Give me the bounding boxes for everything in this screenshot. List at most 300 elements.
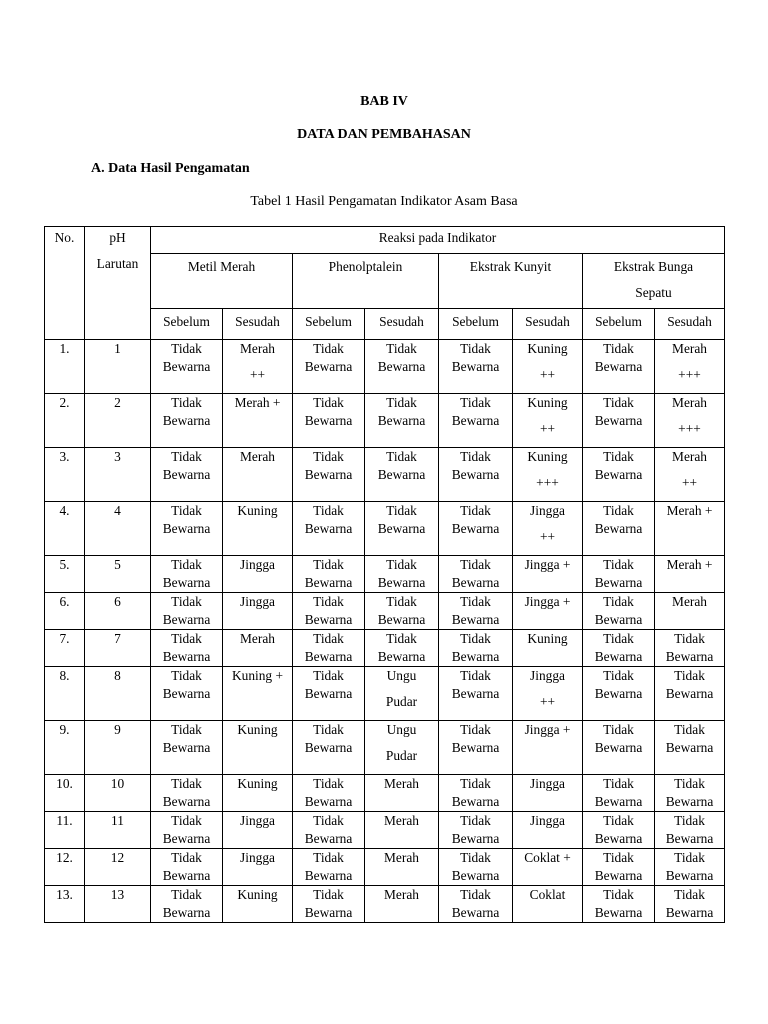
- cell-text: Tidak: [603, 850, 634, 865]
- cell-text: Coklat: [529, 887, 566, 902]
- cell-text: Bewarna: [377, 359, 426, 374]
- cell-before: [439, 886, 513, 923]
- cell-ph: 13: [85, 886, 151, 923]
- cell-after: [223, 775, 293, 812]
- cell-text: Bewarna: [377, 521, 426, 536]
- cell-before: [151, 667, 223, 721]
- cell-text: Bewarna: [304, 686, 353, 701]
- cell-text: Tidak: [386, 594, 417, 609]
- cell-after: [655, 630, 725, 667]
- cell-after: [513, 812, 583, 849]
- cell-text: Bewarna: [451, 359, 500, 374]
- cell-text: Bewarna: [665, 740, 714, 755]
- header-reaction-label: Reaksi pada Indikator: [378, 230, 497, 245]
- cell-text: Tidak: [603, 594, 634, 609]
- cell-text: Bewarna: [162, 359, 211, 374]
- cell-before: [151, 775, 223, 812]
- cell-text: Tidak: [460, 557, 491, 572]
- header-row-reaction: [45, 227, 725, 254]
- cell-text: +++: [536, 475, 559, 490]
- cell-text: Tidak: [313, 503, 344, 518]
- cell-text: Bewarna: [594, 794, 643, 809]
- cell-before: [293, 630, 365, 667]
- cell-text: Tidak: [171, 449, 202, 464]
- table-row: [45, 502, 725, 556]
- cell-text: Tidak: [386, 631, 417, 646]
- cell-text: Tidak: [460, 776, 491, 791]
- cell-text: Tidak: [603, 341, 634, 356]
- cell-after: [365, 849, 439, 886]
- cell-text: ++: [539, 529, 556, 544]
- cell-ph: 10: [85, 775, 151, 812]
- cell-text: Bewarna: [162, 413, 211, 428]
- table-row: [45, 394, 725, 448]
- cell-text: Bewarna: [162, 868, 211, 883]
- cell-before: [293, 593, 365, 630]
- cell-text: Bewarna: [304, 868, 353, 883]
- header-indicator-metil-merah: [151, 254, 293, 309]
- cell-ph: 2: [85, 394, 151, 448]
- cell-text: Bewarna: [162, 794, 211, 809]
- cell-text: Tidak: [674, 813, 705, 828]
- cell-after: [655, 593, 725, 630]
- cell-after: [365, 502, 439, 556]
- cell-text: Tidak: [171, 557, 202, 572]
- cell-after: [655, 775, 725, 812]
- table-row: [45, 593, 725, 630]
- cell-text: Bewarna: [451, 831, 500, 846]
- cell-before: [151, 502, 223, 556]
- cell-text: Tidak: [171, 850, 202, 865]
- cell-ph: 1: [85, 340, 151, 394]
- cell-text: Jingga: [240, 594, 275, 609]
- header-ph-line2: Larutan: [96, 256, 139, 271]
- section-heading: A. Data Hasil Pengamatan: [91, 161, 250, 176]
- cell-text: Tidak: [171, 341, 202, 356]
- cell-text: Jingga +: [524, 722, 571, 737]
- cell-text: Bewarna: [377, 467, 426, 482]
- cell-no: 12.: [45, 849, 85, 886]
- cell-text: Kuning: [237, 722, 278, 737]
- cell-text: Tidak: [603, 503, 634, 518]
- cell-text: Kuning: [237, 503, 278, 518]
- cell-text: Bewarna: [304, 794, 353, 809]
- header-ph-line1: pH: [109, 230, 126, 245]
- cell-text: Tidak: [460, 594, 491, 609]
- header-indicator-kunyit: [439, 254, 583, 309]
- cell-text: Tidak: [603, 395, 634, 410]
- cell-text: Tidak: [674, 722, 705, 737]
- cell-text: Bewarna: [451, 794, 500, 809]
- cell-no: 7.: [45, 630, 85, 667]
- cell-text: Jingga: [240, 850, 275, 865]
- cell-before: [439, 849, 513, 886]
- cell-ph: 8: [85, 667, 151, 721]
- header-after: Sesudah: [655, 309, 725, 340]
- cell-before: [583, 812, 655, 849]
- cell-text: Tidak: [460, 668, 491, 683]
- cell-text: Tidak: [313, 776, 344, 791]
- cell-text: Bewarna: [594, 359, 643, 374]
- cell-text: Jingga: [240, 557, 275, 572]
- cell-before: [439, 556, 513, 593]
- cell-before: [293, 448, 365, 502]
- cell-text: ++: [539, 694, 556, 709]
- cell-text: Merah: [384, 850, 419, 865]
- cell-text: Tidak: [460, 850, 491, 865]
- cell-text: Tidak: [386, 341, 417, 356]
- cell-after: [655, 340, 725, 394]
- cell-text: Bewarna: [594, 612, 643, 627]
- cell-ph: 7: [85, 630, 151, 667]
- cell-text: Jingga: [530, 503, 565, 518]
- header-indicator-phenolptalein: [293, 254, 439, 309]
- cell-before: [583, 502, 655, 556]
- cell-after: [223, 886, 293, 923]
- cell-text: Bewarna: [665, 649, 714, 664]
- indicator-name-line2: Sepatu: [635, 285, 672, 300]
- cell-text: Tidak: [674, 668, 705, 683]
- cell-before: [439, 667, 513, 721]
- cell-no: 3.: [45, 448, 85, 502]
- cell-after: [655, 886, 725, 923]
- header-before: Sebelum: [439, 309, 513, 340]
- cell-text: Merah +: [666, 557, 713, 572]
- cell-text: Tidak: [603, 722, 634, 737]
- cell-no: 9.: [45, 721, 85, 775]
- cell-after: [223, 502, 293, 556]
- cell-text: Tidak: [171, 594, 202, 609]
- cell-text: Merah: [672, 341, 707, 356]
- cell-text: Tidak: [386, 557, 417, 572]
- cell-before: [583, 593, 655, 630]
- cell-no: 10.: [45, 775, 85, 812]
- cell-before: [293, 556, 365, 593]
- cell-text: Bewarna: [451, 467, 500, 482]
- cell-text: Tidak: [603, 557, 634, 572]
- cell-no: 2.: [45, 394, 85, 448]
- cell-after: [223, 721, 293, 775]
- cell-after: [365, 812, 439, 849]
- cell-before: [439, 448, 513, 502]
- cell-text: Bewarna: [594, 467, 643, 482]
- cell-after: [655, 849, 725, 886]
- cell-text: ++: [681, 475, 698, 490]
- cell-after: [365, 340, 439, 394]
- cell-text: Pudar: [385, 694, 418, 709]
- cell-text: Tidak: [386, 503, 417, 518]
- cell-text: Bewarna: [162, 521, 211, 536]
- header-before: Sebelum: [583, 309, 655, 340]
- cell-text: Bewarna: [451, 905, 500, 920]
- cell-text: Jingga: [530, 776, 565, 791]
- cell-text: Merah +: [666, 503, 713, 518]
- cell-text: Bewarna: [162, 467, 211, 482]
- header-ph: [85, 227, 151, 340]
- cell-no: 8.: [45, 667, 85, 721]
- cell-text: Bewarna: [665, 868, 714, 883]
- cell-ph: 4: [85, 502, 151, 556]
- cell-text: Tidak: [171, 395, 202, 410]
- cell-after: [223, 448, 293, 502]
- cell-text: Bewarna: [594, 521, 643, 536]
- cell-text: Bewarna: [594, 831, 643, 846]
- cell-text: +++: [678, 367, 701, 382]
- cell-text: Tidak: [674, 850, 705, 865]
- cell-before: [151, 630, 223, 667]
- cell-text: Tidak: [603, 631, 634, 646]
- cell-text: Bewarna: [304, 467, 353, 482]
- cell-text: Bewarna: [162, 575, 211, 590]
- cell-text: Pudar: [385, 748, 418, 763]
- cell-after: [513, 340, 583, 394]
- cell-text: +++: [678, 421, 701, 436]
- cell-text: Tidak: [171, 887, 202, 902]
- cell-ph: 11: [85, 812, 151, 849]
- cell-after: [513, 448, 583, 502]
- cell-text: Bewarna: [665, 686, 714, 701]
- cell-after: [365, 448, 439, 502]
- cell-before: [439, 630, 513, 667]
- cell-before: [151, 394, 223, 448]
- cell-text: Bewarna: [451, 740, 500, 755]
- cell-text: Bewarna: [665, 905, 714, 920]
- cell-text: Bewarna: [451, 686, 500, 701]
- cell-text: Bewarna: [377, 575, 426, 590]
- cell-text: Tidak: [313, 850, 344, 865]
- cell-after: [365, 721, 439, 775]
- cell-after: [223, 556, 293, 593]
- cell-before: [439, 340, 513, 394]
- cell-no: 6.: [45, 593, 85, 630]
- cell-text: Bewarna: [162, 612, 211, 627]
- cell-before: [151, 448, 223, 502]
- cell-before: [293, 775, 365, 812]
- cell-text: Bewarna: [594, 649, 643, 664]
- cell-text: Merah: [384, 776, 419, 791]
- cell-after: [365, 556, 439, 593]
- cell-after: [655, 448, 725, 502]
- table-row: [45, 849, 725, 886]
- cell-after: [513, 394, 583, 448]
- cell-text: Tidak: [313, 813, 344, 828]
- cell-text: Tidak: [171, 631, 202, 646]
- cell-text: Bewarna: [451, 413, 500, 428]
- cell-no: 1.: [45, 340, 85, 394]
- cell-text: Tidak: [603, 668, 634, 683]
- cell-text: Bewarna: [377, 413, 426, 428]
- cell-before: [583, 849, 655, 886]
- cell-before: [293, 667, 365, 721]
- cell-text: Bewarna: [304, 413, 353, 428]
- cell-text: Bewarna: [665, 831, 714, 846]
- cell-text: Kuning: [527, 395, 568, 410]
- table-row: [45, 775, 725, 812]
- header-after: Sesudah: [223, 309, 293, 340]
- cell-text: Kuning: [527, 341, 568, 356]
- cell-text: Tidak: [171, 722, 202, 737]
- cell-after: [513, 721, 583, 775]
- cell-text: Tidak: [313, 395, 344, 410]
- cell-text: Jingga: [530, 813, 565, 828]
- cell-after: [365, 593, 439, 630]
- cell-after: [223, 812, 293, 849]
- cell-no: 13.: [45, 886, 85, 923]
- cell-after: [655, 667, 725, 721]
- cell-text: Merah: [240, 341, 275, 356]
- cell-text: Tidak: [313, 594, 344, 609]
- cell-after: [513, 556, 583, 593]
- cell-text: Bewarna: [304, 905, 353, 920]
- cell-text: Bewarna: [451, 575, 500, 590]
- cell-after: [513, 502, 583, 556]
- cell-ph: 9: [85, 721, 151, 775]
- cell-after: [513, 667, 583, 721]
- cell-before: [583, 721, 655, 775]
- cell-text: Tidak: [460, 887, 491, 902]
- cell-text: Bewarna: [304, 831, 353, 846]
- cell-text: Merah: [672, 395, 707, 410]
- cell-text: Bewarna: [304, 649, 353, 664]
- indicator-name: Metil Merah: [187, 259, 256, 274]
- header-no-label: No.: [54, 230, 75, 245]
- cell-text: Jingga +: [524, 594, 571, 609]
- cell-text: Merah: [384, 887, 419, 902]
- cell-before: [293, 394, 365, 448]
- cell-text: Merah +: [234, 395, 281, 410]
- cell-text: Merah: [240, 631, 275, 646]
- cell-text: Tidak: [313, 557, 344, 572]
- table-row: [45, 630, 725, 667]
- cell-text: Tidak: [460, 395, 491, 410]
- cell-text: Ungu: [386, 668, 417, 683]
- cell-text: ++: [249, 367, 266, 382]
- cell-text: Coklat +: [524, 850, 571, 865]
- cell-text: Merah: [240, 449, 275, 464]
- cell-no: 4.: [45, 502, 85, 556]
- cell-before: [151, 721, 223, 775]
- cell-before: [583, 667, 655, 721]
- cell-text: Tidak: [386, 449, 417, 464]
- cell-text: Tidak: [674, 631, 705, 646]
- cell-before: [151, 593, 223, 630]
- cell-before: [583, 775, 655, 812]
- table-row: [45, 556, 725, 593]
- cell-before: [583, 394, 655, 448]
- cell-text: Bewarna: [451, 521, 500, 536]
- cell-text: Tidak: [460, 722, 491, 737]
- cell-before: [293, 886, 365, 923]
- cell-text: Tidak: [460, 813, 491, 828]
- cell-before: [151, 849, 223, 886]
- cell-text: Kuning: [237, 887, 278, 902]
- table-row: [45, 812, 725, 849]
- cell-no: 11.: [45, 812, 85, 849]
- cell-text: Tidak: [603, 449, 634, 464]
- cell-ph: 6: [85, 593, 151, 630]
- cell-after: [513, 630, 583, 667]
- cell-text: Tidak: [313, 887, 344, 902]
- cell-text: Tidak: [313, 722, 344, 737]
- cell-text: Bewarna: [594, 575, 643, 590]
- cell-text: Bewarna: [594, 686, 643, 701]
- cell-text: Bewarna: [594, 868, 643, 883]
- cell-no: 5.: [45, 556, 85, 593]
- cell-before: [583, 556, 655, 593]
- cell-before: [151, 886, 223, 923]
- cell-text: Bewarna: [304, 521, 353, 536]
- cell-before: [293, 849, 365, 886]
- cell-after: [365, 630, 439, 667]
- cell-text: Tidak: [313, 449, 344, 464]
- table-row: [45, 667, 725, 721]
- cell-before: [583, 448, 655, 502]
- cell-text: Bewarna: [162, 649, 211, 664]
- cell-text: Tidak: [603, 776, 634, 791]
- cell-text: Tidak: [386, 395, 417, 410]
- cell-after: [655, 502, 725, 556]
- header-before: Sebelum: [293, 309, 365, 340]
- indicator-name: Ekstrak Kunyit: [469, 259, 552, 274]
- cell-text: Tidak: [313, 668, 344, 683]
- header-before: Sebelum: [151, 309, 223, 340]
- cell-text: Bewarna: [304, 612, 353, 627]
- cell-before: [293, 812, 365, 849]
- cell-text: Kuning: [527, 449, 568, 464]
- cell-text: Tidak: [171, 776, 202, 791]
- cell-text: Tidak: [171, 668, 202, 683]
- cell-text: Ungu: [386, 722, 417, 737]
- cell-text: Bewarna: [594, 905, 643, 920]
- cell-text: Merah: [384, 813, 419, 828]
- cell-text: Bewarna: [377, 612, 426, 627]
- cell-text: Tidak: [171, 503, 202, 518]
- cell-text: Bewarna: [665, 794, 714, 809]
- cell-before: [583, 630, 655, 667]
- header-reaction: [151, 227, 725, 254]
- table-row: [45, 340, 725, 394]
- cell-text: Bewarna: [162, 740, 211, 755]
- header-after: Sesudah: [365, 309, 439, 340]
- cell-text: Merah: [672, 594, 707, 609]
- cell-ph: 12: [85, 849, 151, 886]
- chapter-title: DATA DAN PEMBAHASAN: [297, 127, 471, 142]
- cell-text: Tidak: [313, 631, 344, 646]
- header-indicator-bunga-sepatu: [583, 254, 725, 309]
- cell-after: [223, 593, 293, 630]
- cell-before: [439, 775, 513, 812]
- cell-after: [655, 721, 725, 775]
- cell-text: Kuning +: [231, 668, 284, 683]
- cell-text: Bewarna: [162, 686, 211, 701]
- cell-after: [223, 340, 293, 394]
- cell-after: [365, 775, 439, 812]
- cell-after: [223, 667, 293, 721]
- cell-text: Bewarna: [594, 740, 643, 755]
- cell-after: [655, 556, 725, 593]
- cell-text: Bewarna: [162, 905, 211, 920]
- header-after: Sesudah: [513, 309, 583, 340]
- cell-text: Kuning: [527, 631, 568, 646]
- cell-text: Tidak: [171, 813, 202, 828]
- cell-text: Bewarna: [451, 868, 500, 883]
- cell-before: [583, 340, 655, 394]
- cell-text: Bewarna: [451, 612, 500, 627]
- cell-before: [583, 886, 655, 923]
- cell-text: Tidak: [313, 341, 344, 356]
- cell-text: Tidak: [460, 631, 491, 646]
- cell-after: [513, 593, 583, 630]
